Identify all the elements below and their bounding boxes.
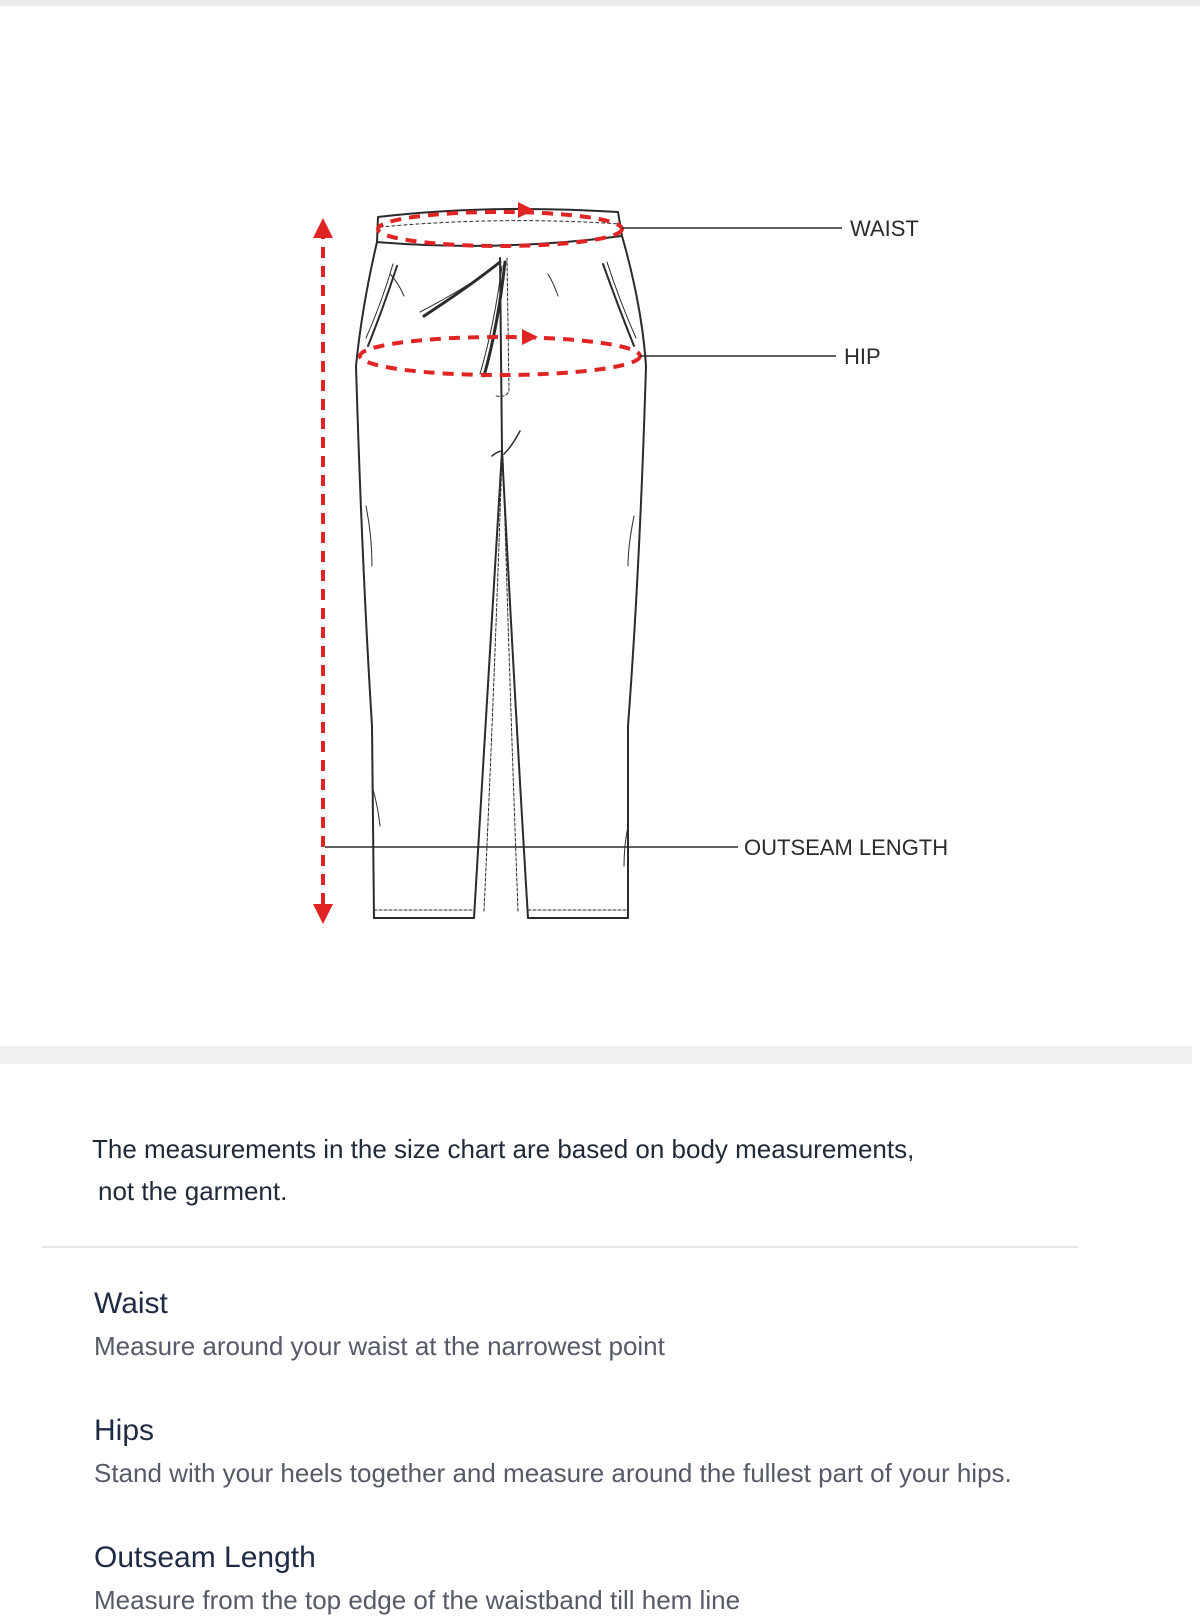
measurement-description: Measure from the top edge of the waistband till hem line [94, 1585, 741, 1615]
measurement-item-outseam-length [94, 1538, 1154, 1618]
measurement-item-hips [94, 1411, 1154, 1491]
callout-lines [325, 228, 842, 847]
hip-arrow-icon [522, 329, 538, 345]
size-guide-diagram [0, 6, 1200, 1046]
measurement-title: Waist [94, 1287, 168, 1320]
outseam-callout-label: OUTSEAM LENGTH [744, 835, 949, 860]
size-chart-disclaimer [92, 1128, 972, 1212]
measurement-description: Measure around your waist at the narrowest point [94, 1331, 665, 1361]
measurement-title: Hips [94, 1414, 155, 1447]
disclaimer-line-2: not the garment. [98, 1176, 288, 1206]
pants-outline [356, 209, 646, 918]
measurement-title: Outseam Length [94, 1541, 316, 1574]
measurement-info [0, 1064, 1200, 1620]
pants-measurement-illustration [0, 6, 1200, 1046]
section-divider [0, 1046, 1192, 1064]
hip-callout-label: HIP [844, 344, 881, 369]
content-divider [42, 1246, 1078, 1248]
waist-callout-label: WAIST [850, 216, 919, 241]
disclaimer-line-1: The measurements in the size chart are based on body measurements, [92, 1134, 915, 1164]
measurement-item-waist [94, 1284, 1154, 1364]
measurement-description: Stand with your heels together and measure around the fullest part of your hips. [94, 1458, 1012, 1488]
